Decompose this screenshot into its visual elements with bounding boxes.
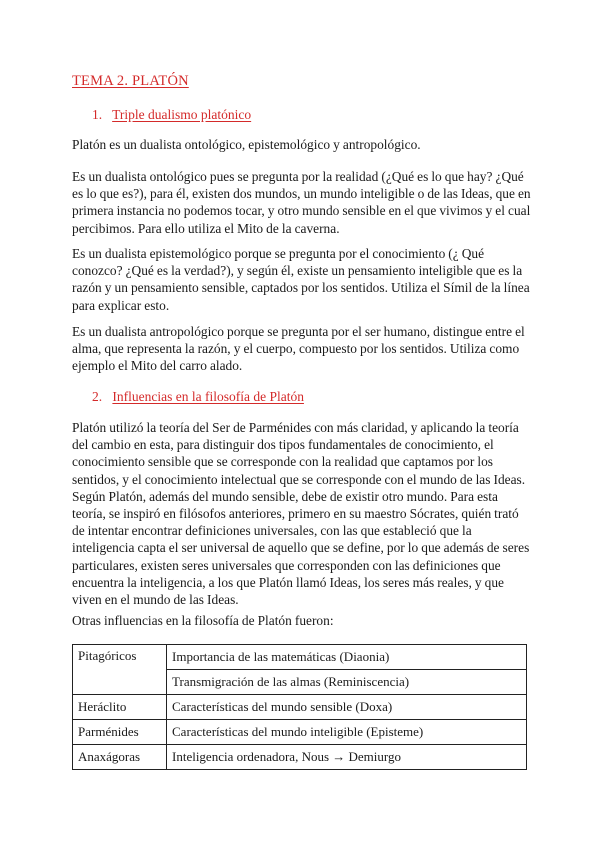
influence-cell: Inteligencia ordenadora, Nous → Demiurgo	[167, 745, 527, 770]
table-row	[73, 645, 527, 670]
section-title: Triple dualismo platónico	[112, 107, 252, 122]
table-row	[73, 745, 527, 770]
philosopher-cell: Anaxágoras	[73, 745, 167, 770]
philosopher-cell: Pitagóricos	[73, 645, 167, 695]
paragraph-antropologico: Es un dualista antropológico porque se pregunta por el ser humano, distingue entre el alma, que representa la razón, y el cuerpo, compuesto por los sentidos. Utiliza como ejemplo el Mito del carro alado.	[72, 324, 525, 374]
influence-cell: Transmigración de las almas (Reminiscencia)	[167, 670, 527, 695]
paragraph-ontologico: Es un dualista ontológico pues se pregunta por la realidad (¿Qué es lo que hay? ¿Qué es lo que es?), para él, existen dos mundos, un mundo inteligible o de las Ideas, que en primera instancia no podemos tocar, y otro mundo sensible en el que vivimos y el cual percibimos. Para ello utiliza el Mito de la caverna.	[72, 169, 531, 236]
section-number: 2.	[92, 389, 103, 404]
paragraph-intro: Platón es un dualista ontológico, epistemológico y antropológico.	[72, 137, 421, 152]
table-row	[73, 695, 527, 720]
section-number: 1.	[92, 107, 103, 122]
paragraph-otras-influencias: Otras influencias en la filosofía de Platón fueron:	[72, 613, 334, 628]
section-heading-1	[92, 107, 251, 123]
section-title: Influencias en la filosofía de Platón	[112, 389, 304, 404]
table-row	[73, 720, 527, 745]
paragraph-influencias: Platón utilizó la teoría del Ser de Parménides con más claridad, y aplicando la teoría del cambio en esta, para distinguir dos tipos fundamentales de conocimiento, el conocimiento sensible que se corresponde con la realidad que captamos por los sentidos, y el conocimiento intelectual que se corresponde con el mundo de las Ideas. Según Platón, además del mundo sensible, debe de existir otro mundo. Para esta teoría, se inspiró en filósofos anteriores, primero en su maestro Sócrates, quién trató de intentar encontrar definiciones universales, con las que estableció que la inteligencia capta el ser universal de aquello que se define, por lo que además de seres particulares, existen seres universales que corresponden con las definiciones que encuentra la inteligencia, a los que Platón llamó Ideas, los seres más reales, y que viven en el mundo de las Ideas.	[72, 420, 530, 608]
influence-cell: Características del mundo sensible (Doxa)	[167, 695, 527, 720]
paragraph-epistemologico: Es un dualista epistemológico porque se pregunta por el conocimiento (¿ Qué conozco? ¿Qué es la verdad?), y según él, existe un pensamiento inteligible que es la razón y un pensamiento sensible, captados por los sentidos. Utiliza el Símil de la línea para explicar esto.	[72, 246, 530, 313]
influence-cell: Importancia de las matemáticas (Diaonia)	[167, 645, 527, 670]
section-heading-2	[92, 389, 304, 405]
philosopher-cell: Parménides	[73, 720, 167, 745]
page-title: TEMA 2. PLATÓN	[72, 73, 189, 89]
influences-table	[72, 644, 527, 770]
influence-cell: Características del mundo inteligible (Episteme)	[167, 720, 527, 745]
philosopher-cell: Heráclito	[73, 695, 167, 720]
